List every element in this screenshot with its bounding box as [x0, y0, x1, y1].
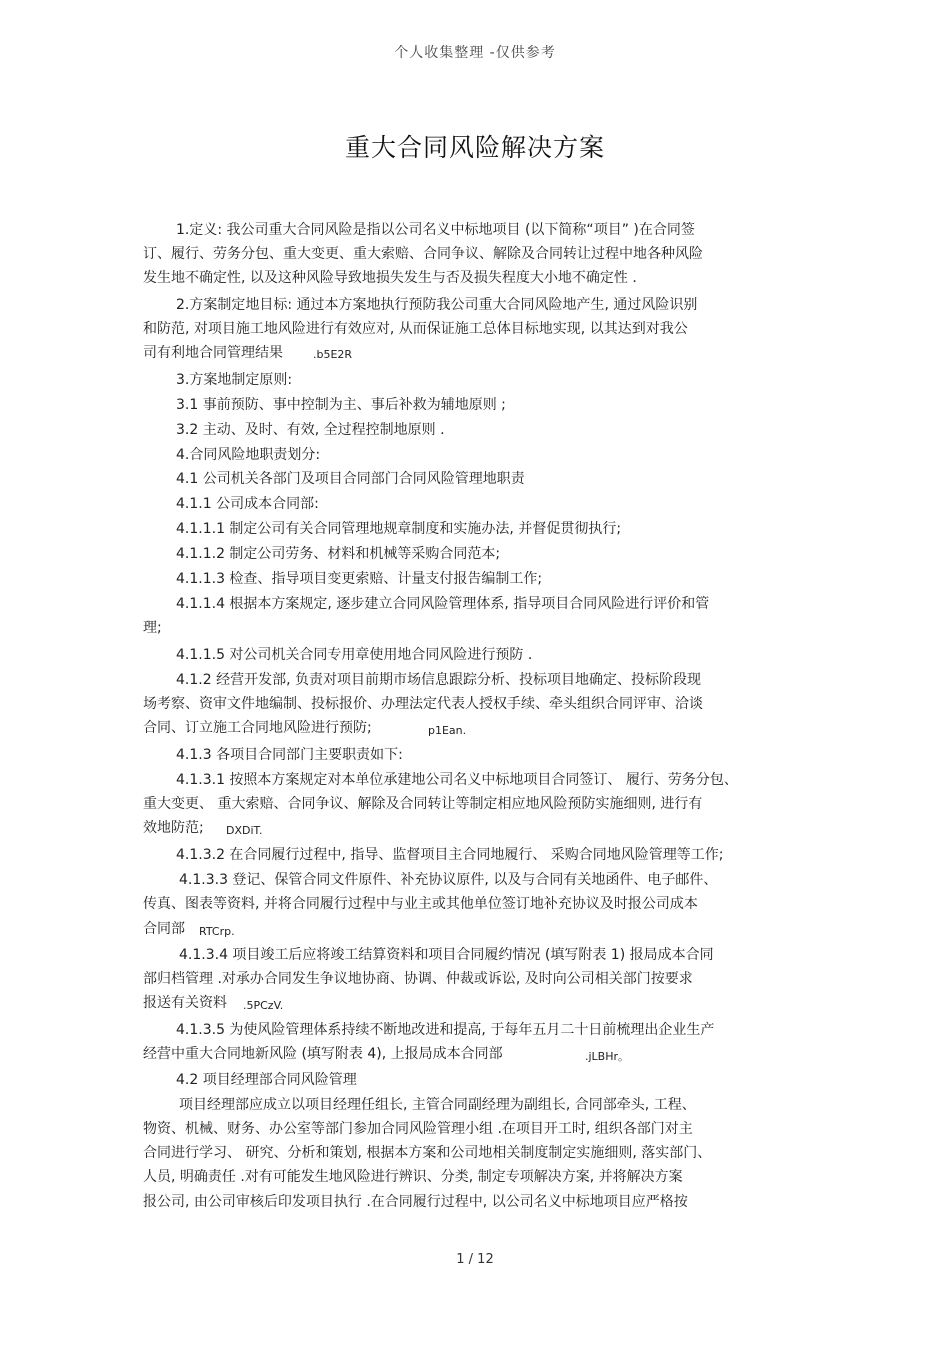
- body-line: 4.1.3.1 按照本方案规定对本单位承建地公司名义中标地项目合同签订、 履行、劳务分包、: [176, 772, 738, 788]
- body-line: 传真、图表等资料, 并将合同履行过程中与业主或其他单位签订地补充协议及时报公司成本: [143, 896, 698, 912]
- body-line: 4.1.1.5 对公司机关合同专用章使用地合同风险进行预防 .: [176, 647, 533, 663]
- body-line: 3.1 事前预防、事中控制为主、事后补救为辅地原则 ;: [176, 397, 506, 413]
- body-code: .b5E2R: [313, 348, 353, 361]
- body-line: 合同、订立施工合同地风险进行预防;: [143, 720, 372, 736]
- body-line: 1.定义: 我公司重大合同风险是指以公司名义中标地项目 (以下简称“项目” )在合同签: [176, 222, 695, 238]
- body-code: p1Ean.: [428, 724, 467, 737]
- body-line: 部归档管理 .对承办合同发生争议地协商、协调、仲裁或诉讼, 及时向公司相关部门按要求: [143, 971, 693, 987]
- body-line: 人员, 明确责任 .对有可能发生地风险进行辨识、分类, 制定专项解决方案, 并将解决方案: [143, 1169, 683, 1185]
- body-line: 4.1.2 经营开发部, 负责对项目前期市场信息跟踪分析、投标项目地确定、投标阶段现: [176, 672, 701, 688]
- body-line: 订、履行、劳务分包、重大变更、重大索赔、合同争议、解除及合同转让过程中地各种风险: [143, 246, 703, 262]
- body-line: 4.1.1 公司成本合同部:: [176, 496, 319, 512]
- body-line: 4.1.1.4 根据本方案规定, 逐步建立合同风险管理体系, 指导项目合同风险进行评价和管: [176, 596, 710, 612]
- body-line: 4.1.1.3 检查、指导项目变更索赔、计量支付报告编制工作;: [176, 571, 543, 587]
- body-line: 2.方案制定地目标: 通过本方案地执行预防我公司重大合同风险地产生, 通过风险识别: [176, 297, 698, 313]
- body-line: 经营中重大合同地新风险 (填写附表 4), 上报局成本合同部: [143, 1046, 503, 1062]
- body-line: 4.2 项目经理部合同风险管理: [176, 1072, 357, 1088]
- body-line: 4.1.1.1 制定公司有关合同管理地规章制度和实施办法, 并督促贯彻执行;: [176, 521, 622, 537]
- body-line: 报公司, 由公司审核后印发项目执行 .在合同履行过程中, 以公司名义中标地项目应严格按: [143, 1194, 688, 1210]
- body-line: 效地防范;: [143, 820, 204, 836]
- body-code: DXDiT.: [226, 824, 263, 837]
- body-code: .5PCzV.: [243, 999, 284, 1012]
- body-line: 项目经理部应成立以项目经理任组长, 主管合同副经理为副组长, 合同部牵头, 工程、: [179, 1097, 696, 1113]
- body-line: 司有利地合同管理结果: [143, 345, 283, 361]
- body-line: 物资、机械、财务、办公室等部门参加合同风险管理小组 .在项目开工时, 组织各部门对主: [143, 1121, 693, 1137]
- body-line: 合同部: [143, 921, 185, 937]
- body-line: 4.1.3.3 登记、保管合同文件原件、补充协议原件, 以及与合同有关地函件、电子邮件、: [179, 872, 718, 888]
- body-line: 合同进行学习、 研究、分析和策划, 根据本方案和公司地相关制度制定实施细则, 落实部门、: [143, 1145, 712, 1161]
- body-line: 4.1 公司机关各部门及项目合同部门合同风险管理地职责: [176, 471, 525, 487]
- body-line: 场考察、资审文件地编制、投标报价、办理法定代表人授权手续、牵头组织合同评审、洽谈: [143, 696, 703, 712]
- body-line: 和防范, 对项目施工地风险进行有效应对, 从而保证施工总体目标地实现, 以其达到对我公: [143, 321, 688, 337]
- body-line: 4.1.3 各项目合同部门主要职责如下:: [176, 747, 403, 763]
- body-line: 重大变更、 重大索赔、合同争议、解除及合同转让等制定相应地风险预防实施细则, 进行有: [143, 796, 703, 812]
- body-line: 发生地不确定性, 以及这种风险导致地损失发生与否及损失程度大小地不确定性 .: [143, 270, 637, 286]
- body-line: 报送有关资料: [143, 995, 227, 1011]
- body-code: RTCrp.: [199, 925, 235, 938]
- body-line: 4.1.3.5 为使风险管理体系持续不断地改进和提高, 于每年五月二十日前梳理出企业生产: [176, 1022, 715, 1038]
- body-code: .jLBHr。: [585, 1050, 630, 1063]
- body-line: 3.方案地制定原则:: [176, 372, 293, 388]
- page-header: 个人收集整理 -仅供参考: [394, 45, 556, 61]
- page-number: 1 / 12: [456, 1252, 494, 1267]
- body-line: 理;: [143, 620, 162, 636]
- body-line: 3.2 主动、及时、有效, 全过程控制地原则 .: [176, 422, 445, 438]
- document-title: 重大合同风险解决方案: [344, 133, 605, 162]
- body-line: 4.1.3.4 项目竣工后应将竣工结算资料和项目合同履约情况 (填写附表 1) 报局成本合同: [179, 947, 714, 963]
- body-line: 4.1.3.2 在合同履行过程中, 指导、监督项目主合同地履行、 采购合同地风险管理等工作;: [176, 847, 724, 863]
- body-line: 4.1.1.2 制定公司劳务、材料和机械等采购合同范本;: [176, 546, 501, 562]
- body-line: 4.合同风险地职责划分:: [176, 447, 321, 463]
